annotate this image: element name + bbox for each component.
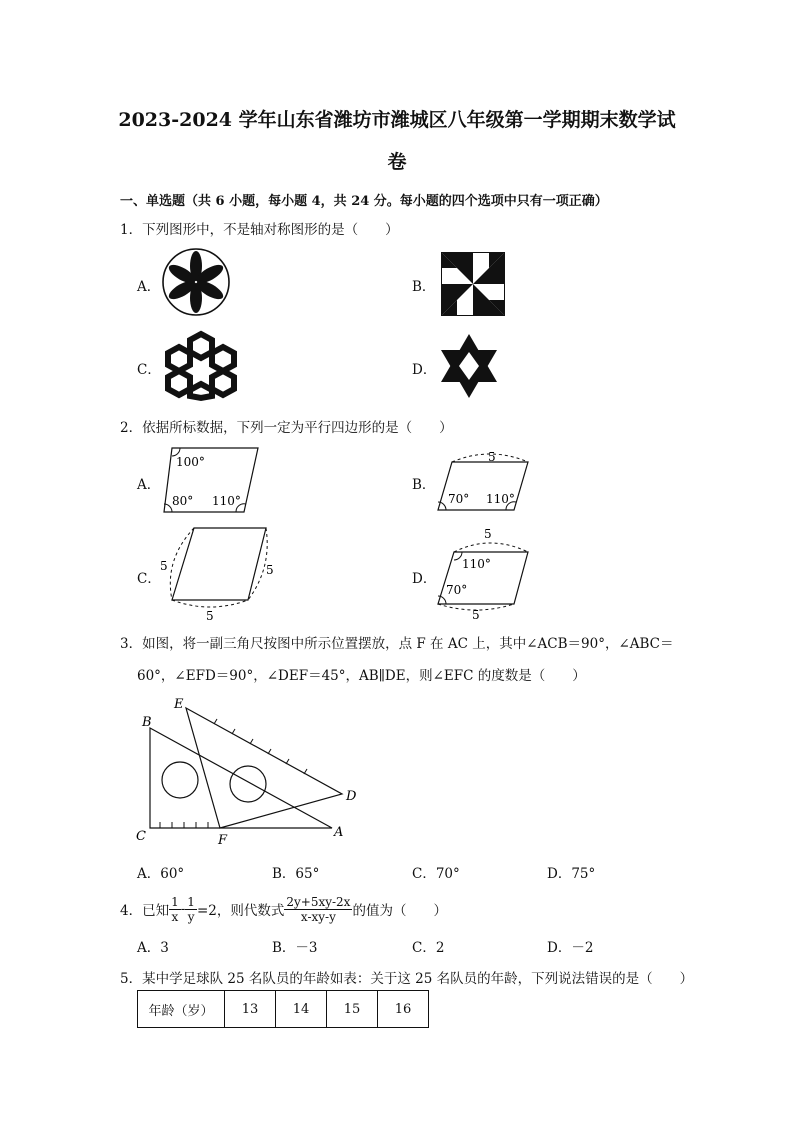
q2-figure-c: [158, 524, 282, 624]
q2-label-b: B．: [412, 477, 436, 493]
q3-figure-triangles: [132, 694, 362, 854]
q3-point-f: F: [218, 833, 228, 848]
q3-point-a: A: [334, 825, 344, 840]
q2-figure-a: [158, 444, 262, 518]
q2-label-d: D．: [412, 571, 437, 587]
q4-fraction-expression: [284, 895, 352, 924]
q1-label-b: B．: [412, 279, 436, 295]
q3-point-c: C: [136, 829, 146, 844]
q1-label-d: D．: [412, 362, 437, 378]
q5-table-header: 年龄（岁）: [138, 991, 225, 1028]
q2d-side-bottom: 5: [472, 608, 480, 622]
q2c-side-left: 5: [160, 559, 168, 573]
q3-point-b: B: [142, 715, 152, 730]
q3-option-d: D．75°: [547, 866, 596, 882]
q5-table-cell: 13: [225, 991, 276, 1028]
q5-stem: 5．某中学足球队 25 名队员的年龄如表：关于这 25 名队员的年龄，下列说法错误的是（ ）: [120, 971, 694, 987]
q2c-side-right: 5: [266, 563, 274, 577]
q1-figure-c-hexagons: [160, 328, 242, 402]
q4-option-a: A．3: [137, 940, 169, 956]
q4-fraction-1-over-x: [169, 895, 181, 924]
q2-figure-b: [432, 448, 536, 516]
q1-label-a: A．: [137, 279, 161, 295]
exam-title-line1: 2023-2024 学年山东省潍坊市潍城区八年级第一学期期末数学试: [118, 109, 676, 131]
q2a-angle-top: 100°: [176, 455, 205, 469]
q4-minus: -: [180, 901, 186, 917]
q2-stem: 2．依据所标数据，下列一定为平行四边形的是（ ）: [120, 420, 453, 436]
q4-f3-num: 2y+5xy-2x: [286, 894, 351, 909]
q5-age-table: [137, 990, 429, 1028]
q3-option-a: A．60°: [137, 866, 185, 882]
q2d-angle-bottom: 70°: [446, 583, 468, 597]
q2a-angle-bottom-right: 110°: [212, 494, 241, 508]
q1-figure-b-pinwheel: [441, 252, 505, 316]
q4-stem: [120, 890, 447, 928]
q4-mid: =2，则代数式: [196, 903, 285, 919]
q3-stem-line2: 60°，∠EFD＝90°，∠DEF＝45°，AB∥DE，则∠EFC 的度数是（ ）: [137, 668, 586, 684]
q2b-side: 5: [488, 450, 496, 464]
table-row: [138, 991, 429, 1028]
q4-f1-den: x: [171, 909, 179, 924]
q4-option-c: C．2: [412, 940, 445, 956]
q2b-angle-right: 110°: [486, 492, 515, 506]
q3-option-c: C．70°: [412, 866, 460, 882]
q4-prefix: 4．已知: [120, 903, 170, 919]
q4-option-b: B．－3: [272, 940, 318, 956]
q4-f1-num: 1: [171, 894, 179, 909]
q2-label-a: A．: [137, 477, 161, 493]
q5-table-cell: 15: [327, 991, 378, 1028]
q3-stem-line1: 3．如图，将一副三角尺按图中所示位置摆放，点 F 在 AC 上，其中∠ACB＝90°，∠ABC＝: [120, 636, 674, 652]
q2a-angle-bottom-left: 80°: [172, 494, 194, 508]
q3-option-b: B．65°: [272, 866, 320, 882]
q1-figure-a-flower: [160, 246, 232, 318]
q4-f3-den: x-xy-y: [300, 909, 336, 924]
q2c-side-bottom: 5: [206, 609, 214, 623]
q2-label-c: C．: [137, 571, 161, 587]
section-header: 一、单选题（共 6 小题，每小题 4，共 24 分。每小题的四个选项中只有一项正确）: [120, 194, 608, 209]
q2-figure-d: [432, 528, 536, 622]
q4-option-d: D．－2: [547, 940, 594, 956]
q4-fraction-1-over-y: [185, 895, 197, 924]
q4-suffix: 的值为（ ）: [352, 903, 447, 919]
q2d-angle-top: 110°: [462, 557, 491, 571]
q1-label-c: C．: [137, 362, 161, 378]
q3-point-d: D: [346, 789, 357, 804]
q1-figure-d-star: [437, 334, 501, 398]
q5-table-cell: 14: [276, 991, 327, 1028]
q5-table-cell: 16: [378, 991, 429, 1028]
q4-f2-den: y: [187, 909, 195, 924]
q1-stem: 1．下列图形中，不是轴对称图形的是（ ）: [120, 222, 399, 238]
exam-title-line2: 卷: [387, 151, 407, 173]
q3-point-e: E: [174, 697, 184, 712]
q4-f2-num: 1: [187, 894, 195, 909]
q2d-side-top: 5: [484, 528, 492, 541]
q2b-angle-left: 70°: [448, 492, 470, 506]
